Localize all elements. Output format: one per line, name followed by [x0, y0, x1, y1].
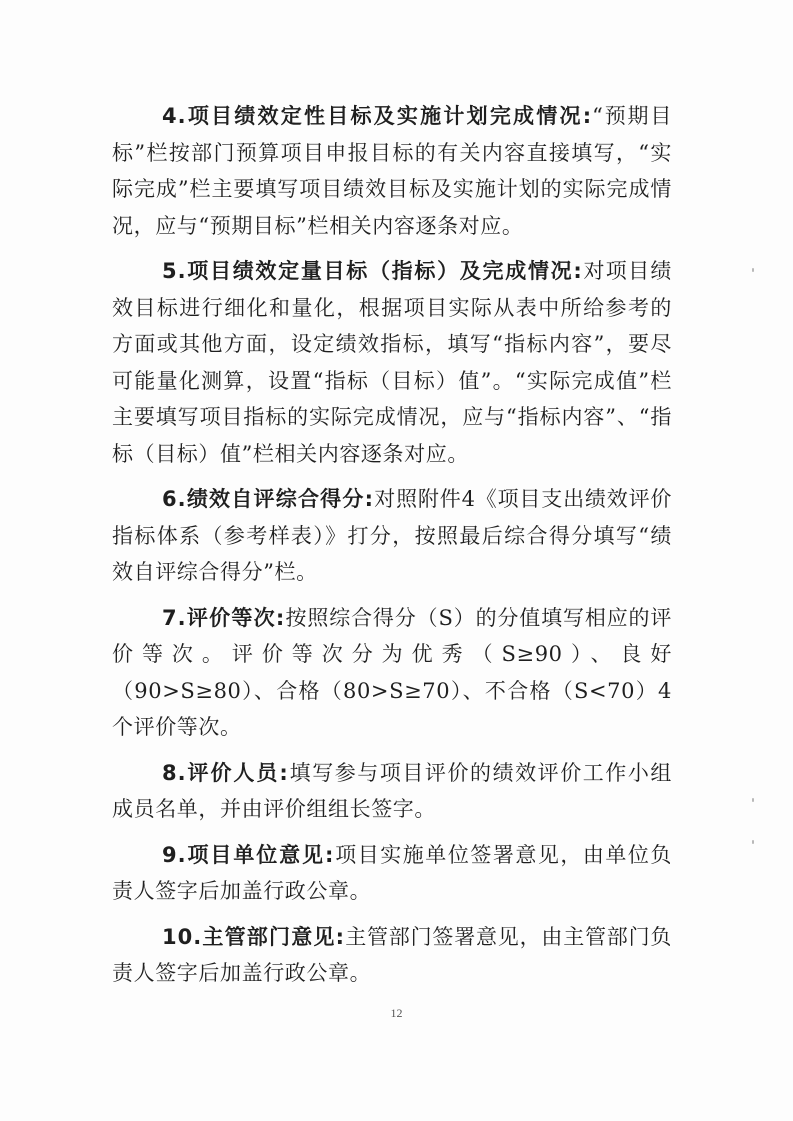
- paragraph-heading: 5.项目绩效定量目标（指标）及完成情况:: [162, 259, 583, 283]
- paragraph-item-9: [112, 837, 672, 910]
- paragraph-heading: 10.主管部门意见:: [162, 924, 345, 949]
- paragraph-item-5: [112, 253, 672, 472]
- paragraph-item-10: [112, 919, 672, 992]
- scan-speck: [752, 268, 754, 272]
- paragraph-text: 按照综合得分（S）的分值填写相应的评价等次。评价等次分为优秀（S≥90）、良好（90>S≥80）、合格（80>S≥70）、不合格（S<70）4个评价等次。: [112, 605, 672, 739]
- paragraph-item-4: [112, 98, 672, 244]
- page-number: 12: [390, 1006, 403, 1020]
- paragraph-item-6: [112, 481, 672, 591]
- scan-speck: [752, 840, 754, 844]
- paragraph-heading: 7.评价等次:: [162, 605, 286, 630]
- paragraph-text: 填写参与项目评价的绩效评价工作小组成员名单，并由评价组组长签字。: [112, 760, 672, 821]
- paragraph-text: 项目实施单位签署意见，由单位负责人签字后加盖行政公章。: [112, 842, 672, 903]
- paragraph-text: 对项目绩效目标进行细化和量化，根据项目实际从表中所给参考的方面或其他方面，设定绩效指标，填写“指标内容”，要尽可能量化测算，设置“指标（目标）值”。“实际完成值”栏主要填写项目指标的实际完成情况，应与“指标内容”、“指标（目标）值”栏相关内容逐条对应。: [112, 259, 672, 466]
- scan-speck: [752, 798, 754, 802]
- document-body: [112, 98, 672, 1001]
- paragraph-item-7: [112, 600, 672, 746]
- paragraph-text: 主管部门签署意见，由主管部门负责人签字后加盖行政公章。: [112, 924, 672, 985]
- paragraph-heading: 6.绩效自评综合得分:: [162, 487, 375, 511]
- paragraph-heading: 4.项目绩效定性目标及实施计划完成情况:: [162, 104, 593, 128]
- paragraph-text: “预期目标”栏按部门预算项目申报目标的有关内容直接填写，“实际完成”栏主要填写项目绩效目标及实施计划的实际完成情况，应与“预期目标”栏相关内容逐条对应。: [112, 104, 672, 238]
- paragraph-heading: 9.项目单位意见:: [162, 842, 335, 867]
- paragraph-text: 对照附件4《项目支出绩效评价指标体系（参考样表）》打分，按照最后综合得分填写“绩效自评综合得分”栏。: [112, 487, 672, 584]
- paragraph-heading: 8.评价人员:: [162, 760, 289, 785]
- paragraph-item-8: [112, 755, 672, 828]
